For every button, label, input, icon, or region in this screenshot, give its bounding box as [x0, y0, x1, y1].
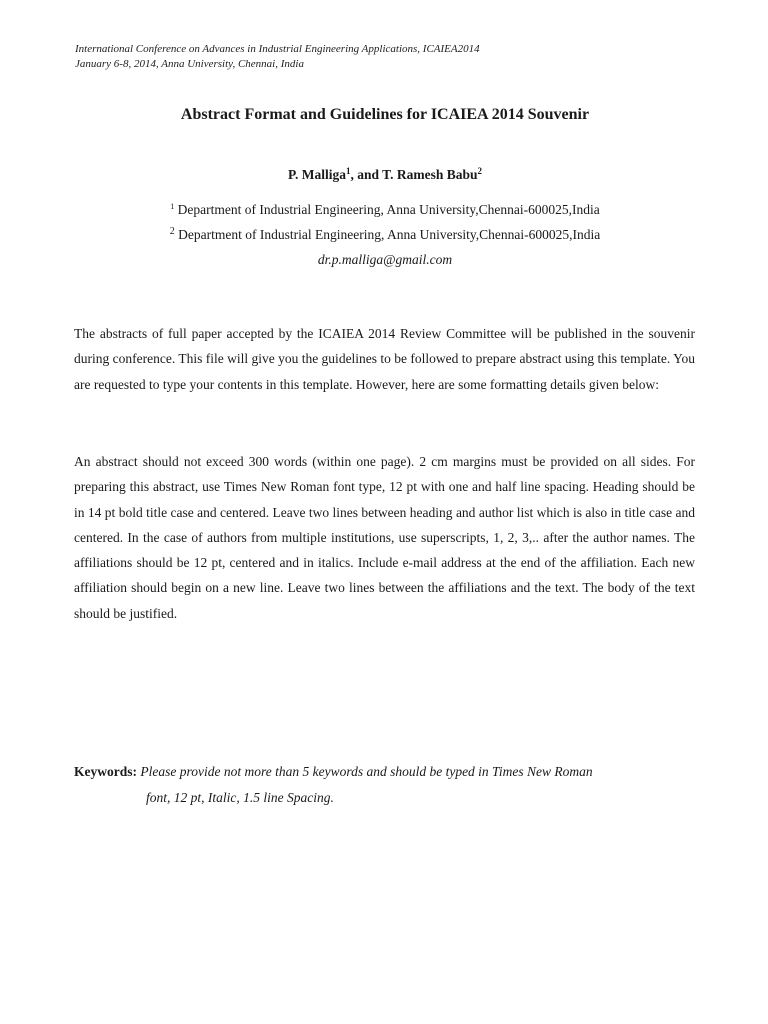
affiliation-text: Department of Industrial Engineering, Anna University,Chennai-600025,India	[174, 227, 601, 242]
keywords-line	[74, 759, 695, 785]
keywords-text: Please provide not more than 5 keywords and should be typed in Times New Roman	[140, 764, 593, 779]
author-email: dr.p.malliga@gmail.com	[317, 252, 453, 267]
author-list	[75, 166, 695, 184]
keywords-label: Keywords:	[74, 764, 137, 779]
affiliations	[75, 199, 695, 274]
author-separator: , and	[350, 167, 383, 182]
author-superscript: 1	[345, 166, 351, 176]
affiliation-superscript: 2	[169, 226, 175, 237]
author-name: T. Ramesh Babu	[382, 167, 478, 182]
affiliation-line	[75, 199, 695, 224]
body-paragraph: An abstract should not exceed 300 words (within one page). 2 cm margins must be provided on all sides. For preparing this abstract, use Times New Roman font type, 12 pt with one and half line spacing. Heading should be in 14 pt bold title case and centered. Leave two lines between heading and author list which is also in title case and centered. In the case of authors from multiple institutions, use superscripts, 1, 2, 3,.. after the author names. The affiliations should be 12 pt, centered and in italics. Include e-mail address at the end of the affiliation. Each new affiliation should begin on a new line. Leave two lines between the affiliations and the text. The body of the text should be justified.	[74, 454, 695, 621]
conference-header	[75, 42, 695, 71]
conference-date-venue: January 6-8, 2014, Anna University, Chennai, India	[75, 57, 304, 70]
conference-name: International Conference on Advances in Industrial Engineering Applications, ICAIEA2014	[75, 43, 480, 55]
document-title: Abstract Format and Guidelines for ICAIEA 2014 Souvenir	[180, 106, 590, 123]
affiliation-superscript: 1	[170, 202, 175, 211]
affiliation-text: Department of Industrial Engineering, Anna University,Chennai-600025,India	[174, 202, 600, 217]
affiliation-line	[75, 224, 695, 249]
body-paragraph: The abstracts of full paper accepted by the ICAIEA 2014 Review Committee will be published in the souvenir during conference. This file will give you the guidelines to be followed to prepare abstract using this template. You are requested to type your contents in this template. However, here are some formatting details given below:	[74, 326, 695, 392]
keywords-text-continued: font, 12 pt, Italic, 1.5 line Spacing.	[146, 789, 334, 805]
author-name: P. Malliga	[287, 167, 346, 182]
keywords-block	[74, 759, 695, 810]
author-superscript: 2	[477, 166, 483, 176]
